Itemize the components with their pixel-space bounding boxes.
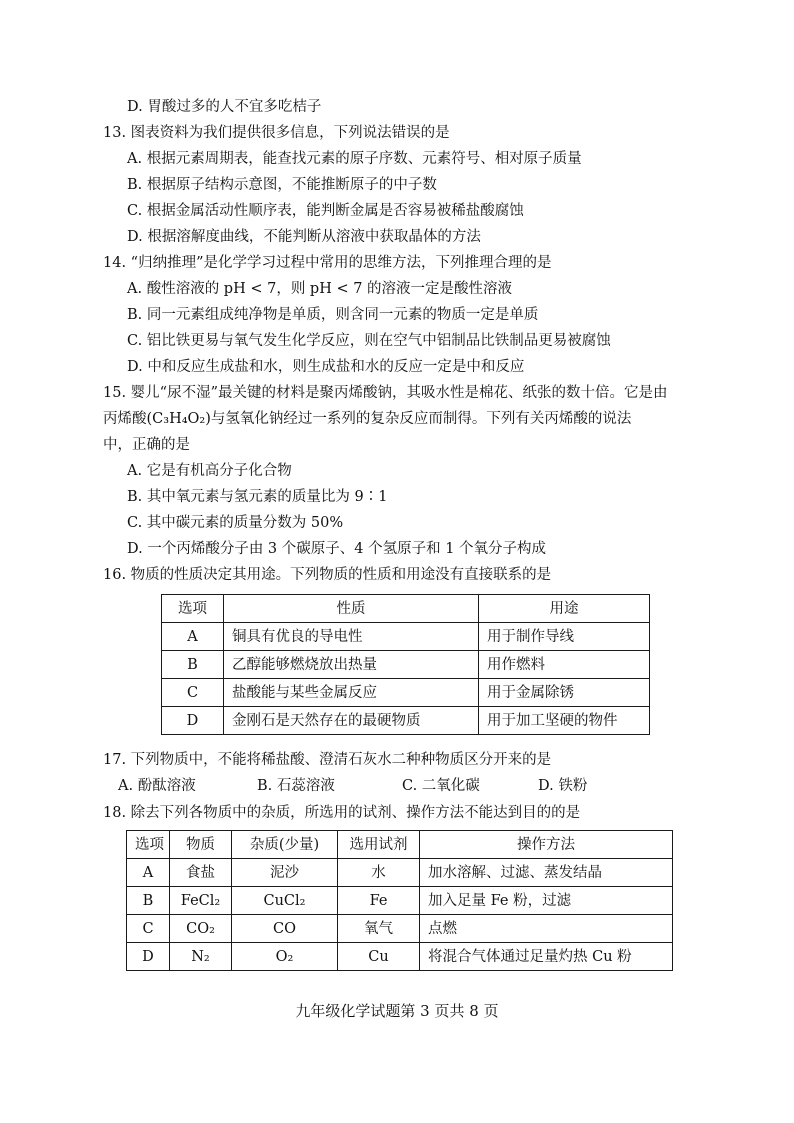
q17-option-a: A. 酚酞溶液: [118, 778, 196, 794]
table-cell: FeCl₂: [170, 887, 232, 915]
q14-stem: 14. “归纳推理”是化学学习过程中常用的思维方法，下列推理合理的是: [103, 255, 552, 271]
table-cell: A: [162, 623, 224, 651]
table-row: [162, 651, 650, 679]
table-cell: D: [162, 707, 224, 735]
table-cell: B: [162, 651, 224, 679]
q13-option-c: C. 根据金属活动性顺序表，能判断金属是否容易被稀盐酸腐蚀: [127, 203, 524, 219]
q17-option-d: D. 铁粉: [538, 778, 588, 794]
q13-option-d: D. 根据溶解度曲线，不能判断从溶液中获取晶体的方法: [127, 229, 481, 245]
q16-table: [161, 594, 650, 735]
table-cell: CO₂: [170, 915, 232, 943]
table-cell: N₂: [170, 943, 232, 971]
q15-option-d: D. 一个丙烯酸分子由 3 个碳原子、4 个氢原子和 1 个氧分子构成: [127, 541, 547, 557]
table-cell: 泥沙: [232, 859, 338, 887]
table-header-cell: 选项: [127, 831, 170, 859]
table-cell: B: [127, 887, 170, 915]
q14-option-c: C. 铝比铁更易与氧气发生化学反应，则在空气中铝制品比铁制品更易被腐蚀: [127, 333, 611, 349]
table-cell: Fe: [338, 887, 420, 915]
table-cell: 乙醇能够燃烧放出热量: [224, 651, 479, 679]
q14-option-d: D. 中和反应生成盐和水，则生成盐和水的反应一定是中和反应: [127, 359, 525, 375]
table-cell: 将混合气体通过足量灼热 Cu 粉: [420, 943, 673, 971]
table-row: [127, 943, 673, 971]
q15-stem-line-3: 中，正确的是: [103, 437, 190, 453]
q17-stem: 17. 下列物质中，不能将稀盐酸、澄清石灰水二种种物质区分开来的是: [103, 752, 552, 768]
table-cell: 铜具有优良的导电性: [224, 623, 479, 651]
table-header-cell: 操作方法: [420, 831, 673, 859]
q15-stem-line-1: 15. 婴儿“尿不湿”最关键的材料是聚丙烯酸钠，其吸水性是棉花、纸张的数十倍。它是由: [103, 385, 668, 401]
q13-stem: 13. 图表资料为我们提供很多信息，下列说法错误的是: [103, 125, 450, 141]
table-cell: 用于制作导线: [479, 623, 650, 651]
q17-option-b: B. 石蕊溶液: [257, 778, 335, 794]
table-header-cell: 性质: [224, 595, 479, 623]
table-cell: 氧气: [338, 915, 420, 943]
table-row: [162, 623, 650, 651]
table-header-cell: 物质: [170, 831, 232, 859]
q14-option-b: B. 同一元素组成纯净物是单质，则含同一元素的物质一定是单质: [127, 307, 539, 323]
table-cell: CO: [232, 915, 338, 943]
q16-stem: 16. 物质的性质决定其用途。下列物质的性质和用途没有直接联系的是: [103, 567, 552, 583]
table-cell: C: [162, 679, 224, 707]
table-header-cell: 杂质(少量): [232, 831, 338, 859]
table-cell: 用于加工坚硬的物件: [479, 707, 650, 735]
table-row: [127, 887, 673, 915]
table-row: [162, 707, 650, 735]
table-cell: 点燃: [420, 915, 673, 943]
table-cell: 用于金属除锈: [479, 679, 650, 707]
q13-option-b: B. 根据原子结构示意图，不能推断原子的中子数: [127, 177, 437, 193]
table-cell: C: [127, 915, 170, 943]
q15-option-c: C. 其中碳元素的质量分数为 50%: [127, 515, 344, 531]
table-cell: 盐酸能与某些金属反应: [224, 679, 479, 707]
table-cell: CuCl₂: [232, 887, 338, 915]
table-cell: 用作燃料: [479, 651, 650, 679]
table-row: [162, 679, 650, 707]
q13-option-a: A. 根据元素周期表，能查找元素的原子序数、元素符号、相对原子质量: [127, 151, 582, 167]
table-cell: Cu: [338, 943, 420, 971]
table-header-cell: 用途: [479, 595, 650, 623]
table-cell: A: [127, 859, 170, 887]
page-footer: 九年级化学试题第 3 页共 8 页: [295, 1002, 499, 1020]
q15-option-a: A. 它是有机高分子化合物: [127, 463, 292, 479]
table-cell: 水: [338, 859, 420, 887]
q18-stem: 18. 除去下列各物质中的杂质，所选用的试剂、操作方法不能达到目的的是: [103, 805, 581, 821]
table-cell: 加入足量 Fe 粉，过滤: [420, 887, 673, 915]
q12-option-d: D. 胃酸过多的人不宜多吃桔子: [127, 99, 322, 115]
table-cell: O₂: [232, 943, 338, 971]
table-header-row: [127, 831, 673, 859]
table-cell: 加水溶解、过滤、蒸发结晶: [420, 859, 673, 887]
table-header-cell: 选用试剂: [338, 831, 420, 859]
q17-option-c: C. 二氧化碳: [402, 778, 480, 794]
table-header-cell: 选项: [162, 595, 224, 623]
table-cell: 金刚石是天然存在的最硬物质: [224, 707, 479, 735]
table-row: [127, 915, 673, 943]
table-cell: 食盐: [170, 859, 232, 887]
q18-table: [126, 830, 673, 971]
table-cell: D: [127, 943, 170, 971]
q15-stem-line-2: 丙烯酸(C₃H₄O₂)与氢氧化钠经过一系列的复杂反应而制得。下列有关丙烯酸的说法: [103, 411, 632, 427]
q14-option-a: A. 酸性溶液的 pH < 7，则 pH < 7 的溶液一定是酸性溶液: [127, 281, 513, 297]
table-row: [127, 859, 673, 887]
q15-option-b: B. 其中氧元素与氢元素的质量比为 9∶1: [127, 489, 388, 505]
table-header-row: [162, 595, 650, 623]
